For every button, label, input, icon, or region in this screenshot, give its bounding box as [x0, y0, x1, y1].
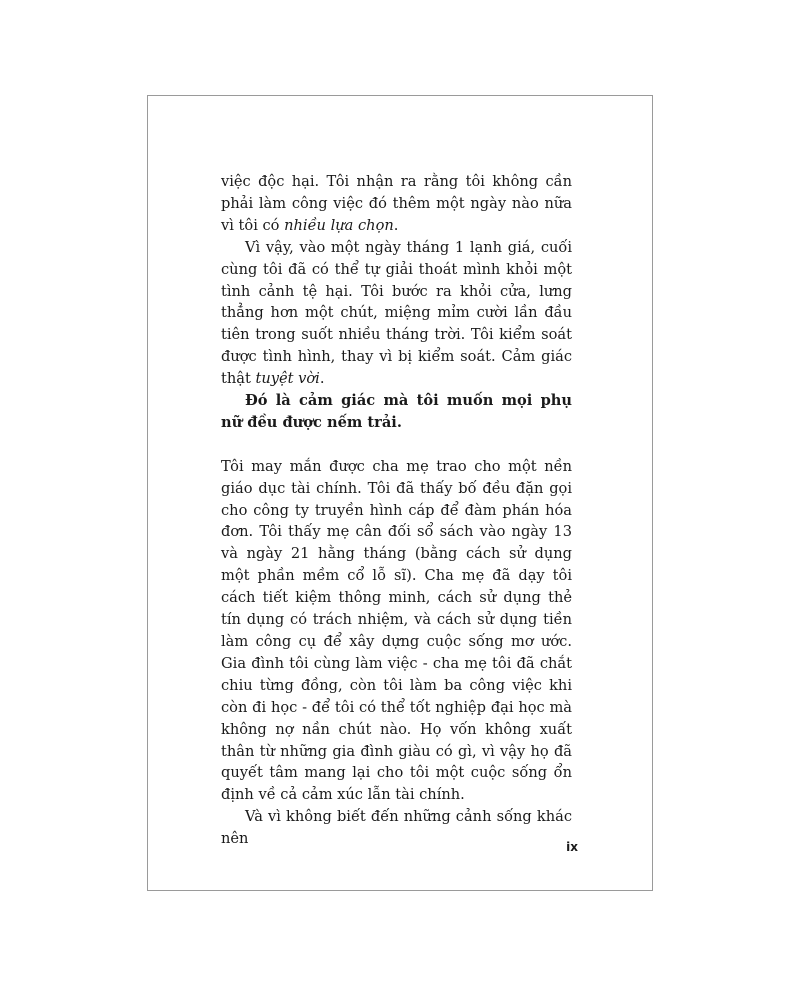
paragraph-5: Và vì không biết đến những cảnh sống khác nên [221, 808, 572, 848]
paragraph-4: Tôi may mắn được cha mẹ trao cho một nền giáo dục tài chính. Tôi đã thấy bố đều đặn gọi cho công ty truyền hình cáp để đàm phán hóa đơn. Tôi thấy mẹ cân đối sổ sách vào ngày 13 và ngày 21 hằng tháng (bằng cách sử dụng một phần mềm cổ lỗ sĩ). Cha mẹ đã dạy tôi cách tiết kiệm thông minh, cách sử dụng thẻ tín dụng có trách nhiệm, và cách sử dụng tiền làm công cụ để xây dựng cuộc sống mơ ước. Gia đình tôi cùng làm việc - cha mẹ tôi đã chắt chiu từng đồng, còn tôi làm ba công việc khi còn đi học - để tôi có thể tốt nghiệp đại học mà không nợ nần chút nào. Họ vốn không xuất thân từ những gia đình giàu có gì, vì vậy họ đã quyết tâm mang lại cho tôi một cuộc sống ổn định về cả cảm xúc lẫn tài chính. [221, 457, 572, 804]
paragraph-gap [221, 434, 572, 456]
paragraph-2-text: Vì vậy, vào một ngày tháng 1 lạnh giá, cuối cùng tôi đã có thể tự giải thoát mình khỏi một tình cảnh tệ hại. Tôi bước ra khỏi cửa, lưng thẳng hơn một chút, miệng mỉm cười lần đầu tiên trong suốt nhiều tháng trời. Tôi kiểm soát được tình hình, thay vì bị kiểm soát. Cảm giác thật [221, 238, 572, 388]
paragraph-1-text: việc độc hại. Tôi nhận ra rằng tôi không cần phải làm công việc đó thêm một ngày nào nữa vì tôi có [221, 173, 572, 234]
paragraph-1-emphasis: nhiều lựa chọn [284, 216, 394, 234]
book-page [147, 95, 653, 891]
paragraph-2-end: . [319, 370, 325, 388]
paragraph-3-bold: Đó là cảm giác mà tôi muốn mọi phụ nữ đều được nếm trải. [221, 392, 572, 431]
paragraph-2 [221, 237, 572, 390]
page-number: ix [566, 840, 578, 854]
paragraph-1 [221, 171, 572, 237]
body-text [221, 171, 572, 850]
paragraph-2-emphasis: tuyệt vời [255, 370, 320, 388]
paragraph-1-end: . [393, 216, 399, 234]
